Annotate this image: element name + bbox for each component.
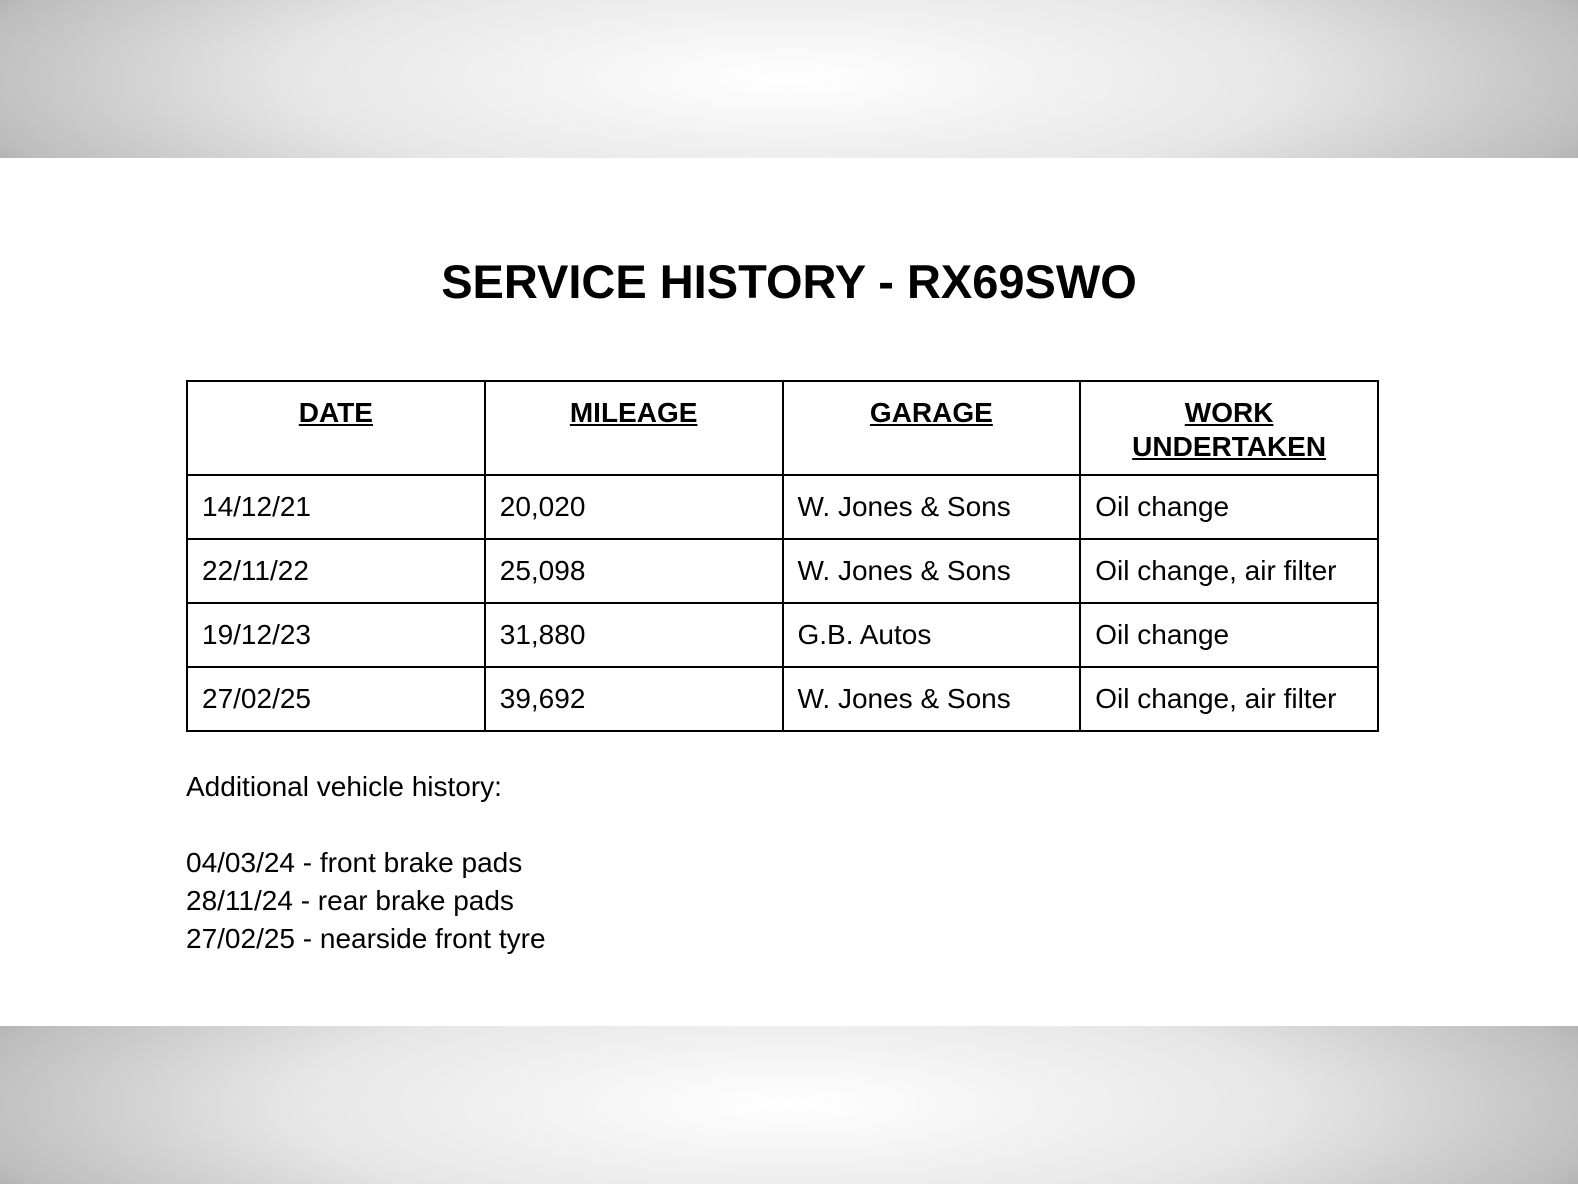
photo-vignette-bottom: [0, 1026, 1578, 1184]
cell-garage: W. Jones & Sons: [783, 667, 1081, 731]
cell-garage: W. Jones & Sons: [783, 539, 1081, 603]
additional-history-item: 04/03/24 - front brake pads: [186, 847, 523, 878]
photo-vignette-top: [0, 0, 1578, 158]
header-garage: GARAGE: [783, 381, 1081, 475]
table-row: [187, 667, 1378, 731]
cell-date: 19/12/23: [187, 603, 485, 667]
cell-work: Oil change: [1080, 475, 1378, 539]
additional-history: [186, 768, 546, 958]
cell-date: 22/11/22: [187, 539, 485, 603]
cell-date: 27/02/25: [187, 667, 485, 731]
service-history-table: [186, 380, 1379, 732]
additional-history-item: 28/11/24 - rear brake pads: [186, 885, 514, 916]
cell-mileage: 25,098: [485, 539, 783, 603]
document-title: SERVICE HISTORY - RX69SWO: [441, 255, 1137, 308]
document-sheet: [0, 158, 1578, 1026]
cell-mileage: 31,880: [485, 603, 783, 667]
header-mileage: MILEAGE: [485, 381, 783, 475]
additional-history-item: 27/02/25 - nearside front tyre: [186, 923, 546, 954]
cell-garage: W. Jones & Sons: [783, 475, 1081, 539]
table-row: [187, 539, 1378, 603]
additional-history-heading: Additional vehicle history:: [186, 771, 502, 802]
cell-work: Oil change, air filter: [1080, 539, 1378, 603]
table-row: [187, 603, 1378, 667]
table-header-row: [187, 381, 1378, 475]
header-work-undertaken: WORK UNDERTAKEN: [1080, 381, 1378, 475]
table-row: [187, 475, 1378, 539]
cell-mileage: 39,692: [485, 667, 783, 731]
cell-work: Oil change: [1080, 603, 1378, 667]
cell-date: 14/12/21: [187, 475, 485, 539]
cell-work: Oil change, air filter: [1080, 667, 1378, 731]
cell-mileage: 20,020: [485, 475, 783, 539]
cell-garage: G.B. Autos: [783, 603, 1081, 667]
header-date: DATE: [187, 381, 485, 475]
